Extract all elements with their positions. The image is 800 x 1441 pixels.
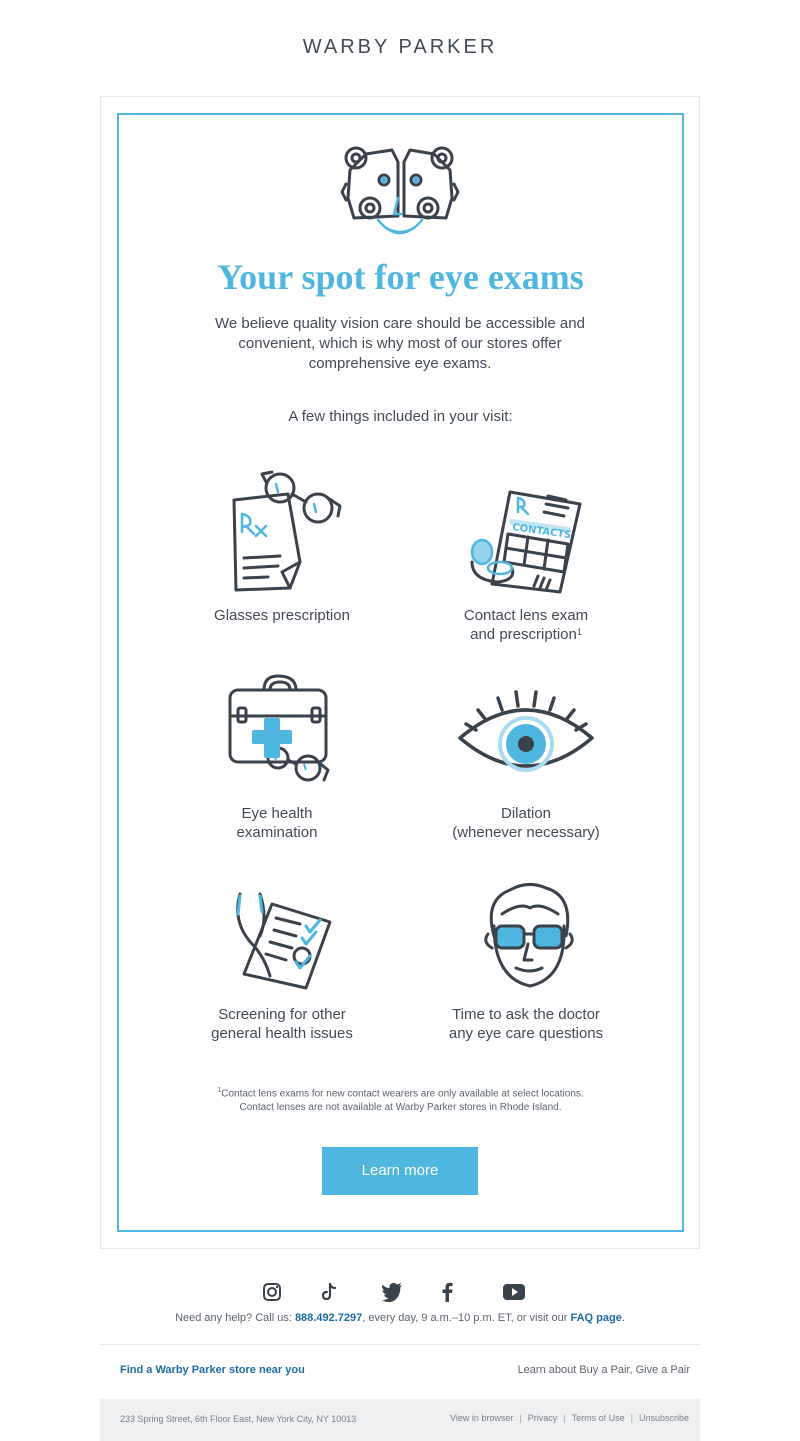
phone-link[interactable]: 888.492.7297: [294, 1312, 363, 1324]
learn-more-button[interactable]: Learn more: [322, 1147, 478, 1195]
intro-text: We believe quality vision care should be accessible and convenient, which is why most of our stores offer comprehensive eye exams.: [215, 315, 585, 372]
privacy-link[interactable]: Privacy: [527, 1413, 558, 1423]
separator: |: [519, 1413, 522, 1423]
instagram-icon[interactable]: [262, 1282, 282, 1302]
item-glasses-prescription: Glasses prescription: [214, 607, 350, 624]
twitter-icon[interactable]: [381, 1282, 403, 1302]
section-subhead: A few things included in your visit:: [288, 408, 513, 425]
buy-a-pair-link[interactable]: Learn about Buy a Pair, Give a Pair: [517, 1364, 690, 1376]
faq-link[interactable]: FAQ page: [570, 1312, 622, 1324]
view-in-browser-link[interactable]: View in browser: [450, 1413, 514, 1423]
store-locator-link[interactable]: Find a Warby Parker store near you: [120, 1364, 305, 1376]
eye-icon: [456, 690, 596, 784]
company-address: 233 Spring Street, 6th Floor East, New York City, NY 10013: [120, 1414, 357, 1424]
doctor-face-icon: [480, 882, 578, 990]
facebook-icon[interactable]: [440, 1282, 454, 1302]
phoropter-icon: [340, 142, 462, 242]
footer-divider: [100, 1344, 700, 1345]
separator: |: [630, 1413, 633, 1423]
medical-kit-icon: [226, 674, 330, 790]
stethoscope-checklist-icon: [230, 892, 334, 992]
item-dilation: Dilation (whenever necessary): [452, 805, 600, 841]
item-ask-doctor: Time to ask the doctor any eye care questions: [448, 1006, 604, 1042]
prescription-glasses-icon: [228, 470, 346, 594]
unsubscribe-link[interactable]: Unsubscribe: [638, 1413, 689, 1423]
footnote: $^1$Contact lens exams for new contact wearers are only available at select locations. Contact lenses are not available at Warby Parker stores in Rhode Island.: [217, 1087, 584, 1114]
youtube-icon[interactable]: [502, 1282, 526, 1302]
separator: |: [563, 1413, 566, 1423]
page-title: Your spot for eye exams: [217, 257, 584, 297]
brand-logo[interactable]: WARBY PARKER: [302, 36, 498, 58]
contacts-prescription-icon: [468, 490, 586, 598]
item-contact-lens-exam: Contact lens exam and prescription$^1$: [463, 607, 589, 643]
tiktok-icon[interactable]: [320, 1282, 340, 1302]
help-text: Need any help? Call us: 888.492.7297, every day, 9 a.m.–10 p.m. ET, or visit our FAQ page.: [175, 1312, 625, 1324]
item-screening: Screening for other general health issues: [211, 1006, 353, 1042]
terms-link[interactable]: Terms of Use: [571, 1413, 625, 1423]
footer-links: [400, 1413, 689, 1423]
contacts-label: CONTACTS: [511, 522, 572, 542]
item-eye-health: Eye health examination: [236, 805, 318, 841]
